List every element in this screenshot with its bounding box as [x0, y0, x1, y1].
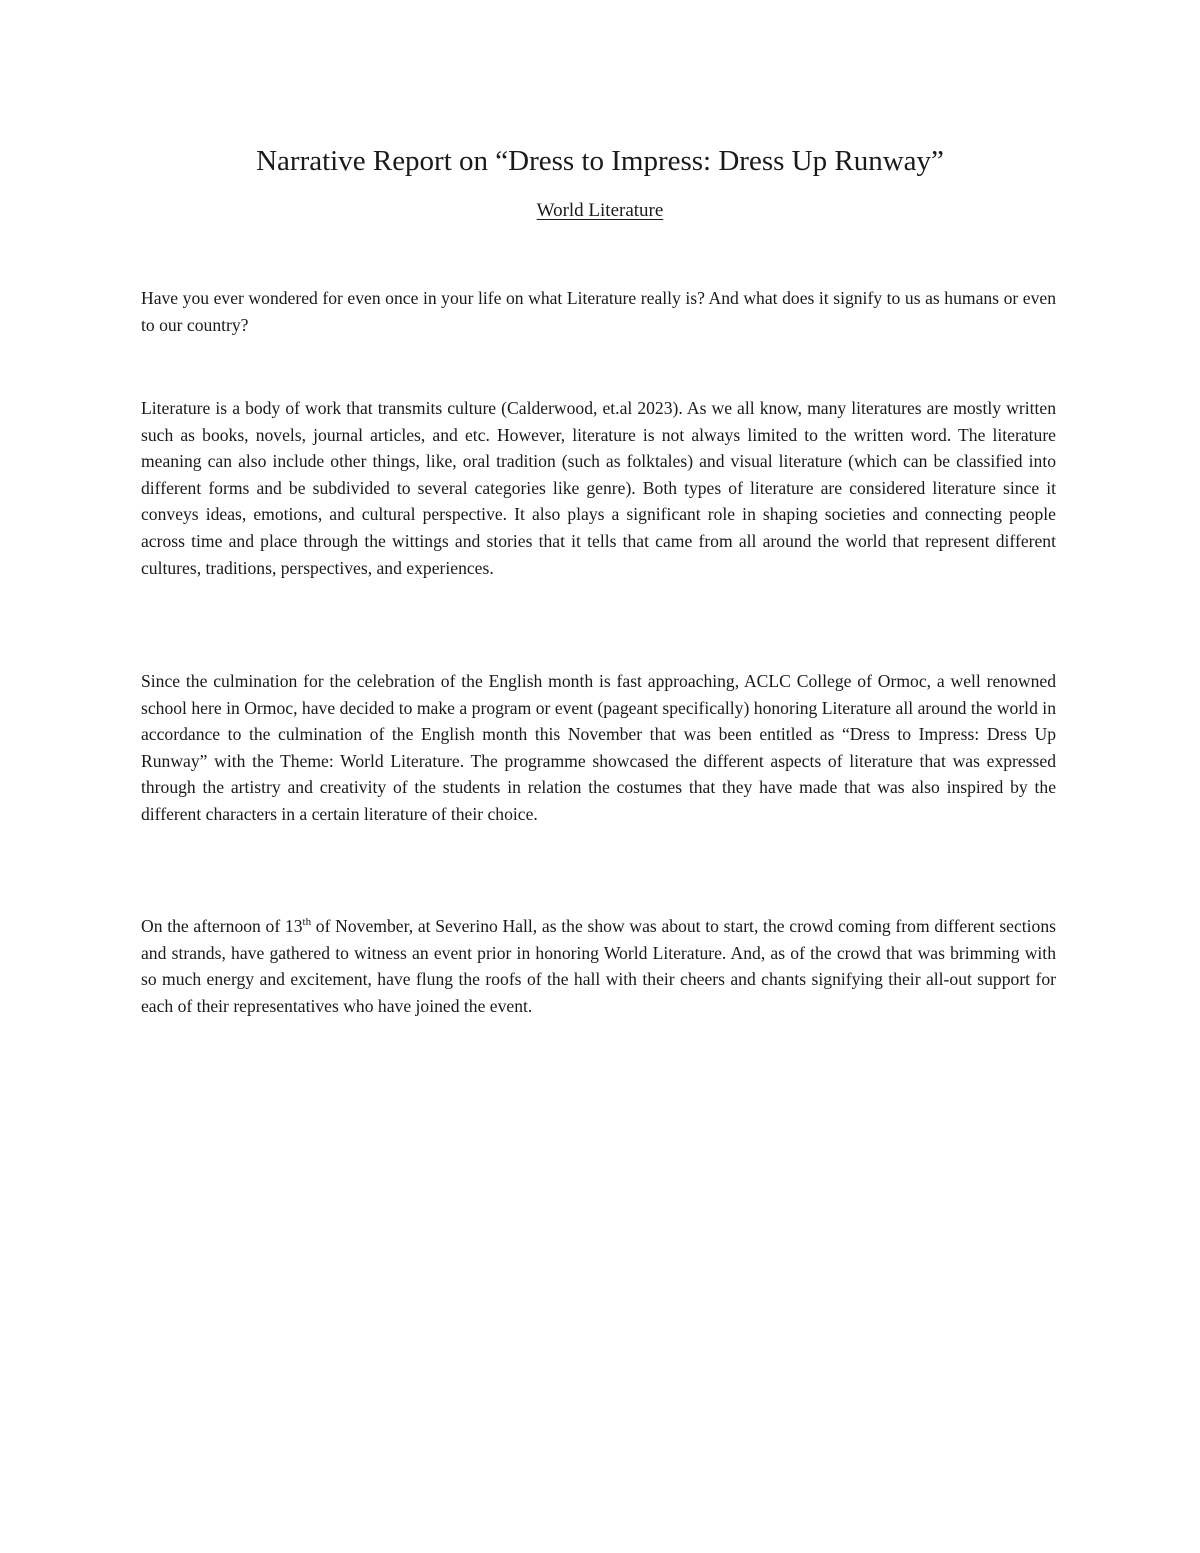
ordinal-suffix: th: [302, 916, 312, 929]
paragraph-event-background: Since the culmination for the celebration of the English month is fast approaching, ACLC College of Ormoc, a well renowned school here in Ormoc, have decided to make a program or event (pageant specifically) honoring Literature all around the world in accordance to the culmination of the English month this November that was been entitled as “Dress to Impress: Dress Up Runway” with the Theme: World Literature. The programme showcased the different aspects of literature that was expressed through the artistry and creativity of the students in relation the costumes that they have made that was also inspired by the different characters in a certain literature of their choice.: [141, 671, 1056, 824]
document-title: Narrative Report on “Dress to Impress: Dress Up Runway”: [256, 145, 944, 177]
document-subtitle: World Literature: [536, 200, 664, 221]
paragraph-intro: Have you ever wondered for even once in your life on what Literature really is? And what does it signify to us as humans or even to our country?: [141, 288, 1056, 335]
paragraph-event-day-rest: of November, at Severino Hall, as the show was about to start, the crowd coming from different sections and strands, have gathered to witness an event prior in honoring World Literature. And, as of the crowd that was brimming with so much energy and excitement, have flung the roofs of the hall with their cheers and chants signifying their all-out support for each of their representatives who have joined the event.: [141, 916, 1056, 1016]
paragraph-literature-definition: Literature is a body of work that transmits culture (Calderwood, et.al 2023). As we all know, many literatures are mostly written such as books, novels, journal articles, and etc. However, literature is not always limited to the written word. The literature meaning can also include other things, like, oral tradition (such as folktales) and visual literature (which can be classified into different forms and be subdivided to several categories like genre). Both types of literature are considered literature since it conveys ideas, emotions, and cultural perspective. It also plays a significant role in shaping societies and connecting people across time and place through the wittings and stories that it tells that came from all around the world that represent different cultures, traditions, perspectives, and experiences.: [141, 398, 1056, 578]
paragraph-event-day: [141, 913, 1056, 1019]
paragraph-event-day-start: On the afternoon of 13: [141, 916, 303, 936]
